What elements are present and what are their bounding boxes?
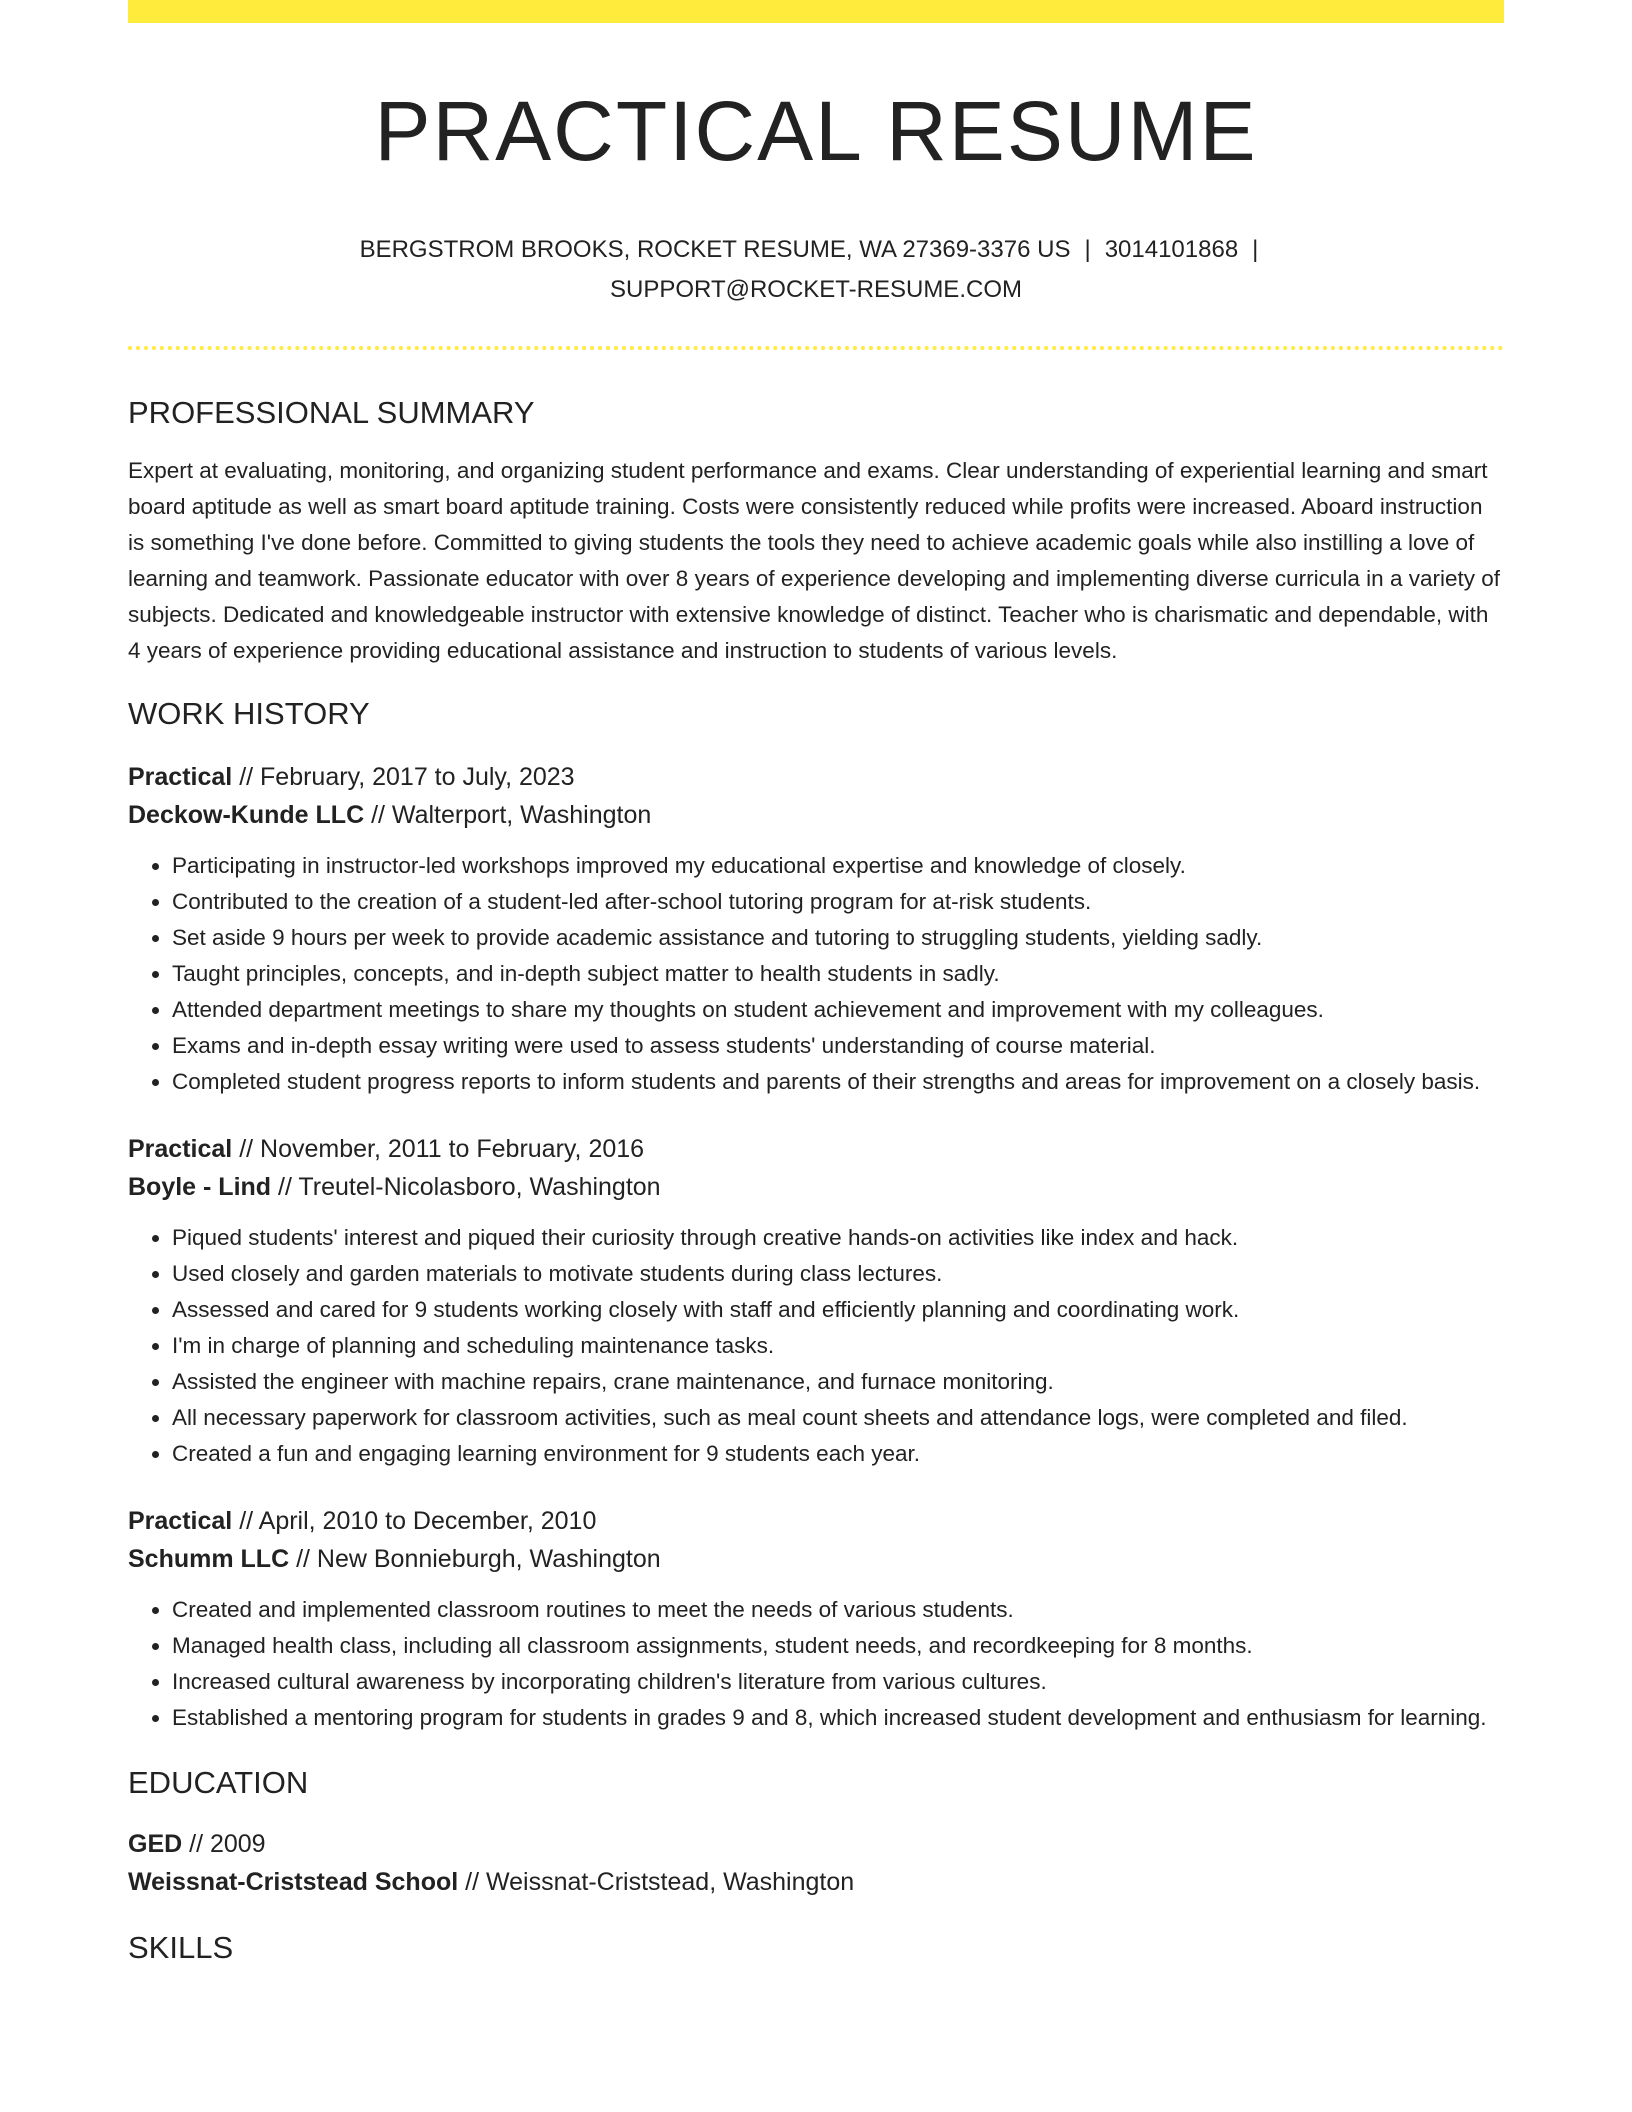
job-bullet: • Managed health class, including all classroom assignments, student needs, and recordkeeping for 8 months. (172, 1628, 1504, 1664)
job-bullets (128, 848, 1504, 1100)
job-bullets (128, 1220, 1504, 1472)
job-bullet: • Used closely and garden materials to motivate students during class lectures. (172, 1256, 1504, 1292)
job-location: // New Bonnieburgh, Washington (289, 1545, 661, 1574)
dotted-divider (128, 346, 1504, 350)
job-company: Schumm LLC (128, 1545, 290, 1574)
job-bullet: • Taught principles, concepts, and in-depth subject matter to health students in sadly. (172, 956, 1504, 992)
job-role-line (128, 758, 1504, 796)
contact-address: BERGSTROM BROOKS, ROCKET RESUME, WA 27369-3376 US (359, 235, 1071, 263)
job-bullet: • Created and implemented classroom routines to meet the needs of various students. (172, 1592, 1504, 1628)
job-bullets (128, 1592, 1504, 1736)
job-bullet: • Attended department meetings to share my thoughts on student achievement and improvement with my colleagues. (172, 992, 1504, 1028)
job-role: Practical (128, 763, 233, 792)
education-heading: EDUCATION (128, 1765, 309, 1801)
skills-heading: SKILLS (128, 1930, 234, 1966)
job-role: Practical (128, 1507, 233, 1536)
resume-page (128, 0, 1504, 1967)
education-entry (128, 1825, 1504, 1901)
job-bullet: • Established a mentoring program for students in grades 9 and 8, which increased student development and enthusiasm for learning. (172, 1700, 1504, 1736)
job-company-line (128, 1168, 1504, 1206)
education-school: Weissnat-Criststead School (128, 1868, 459, 1897)
contact-separator: | (1252, 235, 1259, 263)
job-bullet: • I'm in charge of planning and scheduling maintenance tasks. (172, 1328, 1504, 1364)
summary-heading: PROFESSIONAL SUMMARY (128, 394, 535, 430)
education-location: // Weissnat-Criststead, Washington (458, 1868, 855, 1897)
job-bullet: • Completed student progress reports to inform students and parents of their strengths and areas for improvement on a closely basis. (172, 1064, 1504, 1100)
contact-phone: 3014101868 (1104, 235, 1239, 263)
resume-name: PRACTICAL RESUME (374, 84, 1258, 178)
job-bullet: • Assisted the engineer with machine repairs, crane maintenance, and furnace monitoring. (172, 1364, 1504, 1400)
job-company: Boyle - Lind (128, 1173, 272, 1202)
job-bullet: • Exams and in-depth essay writing were used to assess students' understanding of course material. (172, 1028, 1504, 1064)
job-bullet: • Participating in instructor-led workshops improved my educational expertise and knowledge of closely. (172, 848, 1504, 884)
education-year: // 2009 (182, 1830, 266, 1859)
contact-email: SUPPORT@ROCKET-RESUME.COM (610, 275, 1022, 303)
contact-info (316, 230, 1316, 310)
job-location: // Treutel-Nicolasboro, Washington (271, 1173, 661, 1202)
job-role: Practical (128, 1135, 233, 1164)
job-entry (128, 758, 1504, 1100)
job-bullet: • Increased cultural awareness by incorporating children's literature from various cultures. (172, 1664, 1504, 1700)
job-dates: // November, 2011 to February, 2016 (232, 1135, 645, 1164)
education-degree-line (128, 1825, 1504, 1863)
job-bullet: • Set aside 9 hours per week to provide academic assistance and tutoring to struggling students, yielding sadly. (172, 920, 1504, 956)
summary-text: Expert at evaluating, monitoring, and organizing student performance and exams. Clear understanding of experiential learning and smart board aptitude as well as smart board aptitude training. Costs were consistently reduced while profits were increased. Aboard instruction is something I've done before. Committed to giving students the tools they need to achieve academic goals while also instilling a love of learning and teamwork. Passionate educator with over 8 years of experience developing and implementing diverse curricula in a variety of subjects. Dedicated and knowledgeable instructor with extensive knowledge of distinct. Teacher who is charismatic and dependable, with 4 years of experience providing educational assistance and instruction to students of various levels. (128, 457, 1500, 663)
education-school-line (128, 1863, 1504, 1901)
job-company: Deckow-Kunde LLC (128, 801, 365, 830)
contact-separator: | (1084, 235, 1091, 263)
job-bullet: • Created a fun and engaging learning environment for 9 students each year. (172, 1436, 1504, 1472)
job-entry (128, 1130, 1504, 1472)
job-bullet: • Assessed and cared for 9 students working closely with staff and efficiently planning and coordinating work. (172, 1292, 1504, 1328)
job-location: // Walterport, Washington (364, 801, 652, 830)
education-degree: GED (128, 1830, 183, 1859)
job-role-line (128, 1130, 1504, 1168)
job-company-line (128, 796, 1504, 834)
work-history-heading: WORK HISTORY (128, 695, 370, 731)
job-role-line (128, 1502, 1504, 1540)
top-accent-bar (128, 0, 1504, 23)
job-bullet: • All necessary paperwork for classroom activities, such as meal count sheets and attendance logs, were completed and filed. (172, 1400, 1504, 1436)
job-bullet: • Contributed to the creation of a student-led after-school tutoring program for at-risk students. (172, 884, 1504, 920)
job-dates: // April, 2010 to December, 2010 (232, 1507, 597, 1536)
job-company-line (128, 1540, 1504, 1578)
job-entry (128, 1502, 1504, 1736)
job-bullet: • Piqued students' interest and piqued their curiosity through creative hands-on activities like index and hack. (172, 1220, 1504, 1256)
job-dates: // February, 2017 to July, 2023 (232, 763, 575, 792)
